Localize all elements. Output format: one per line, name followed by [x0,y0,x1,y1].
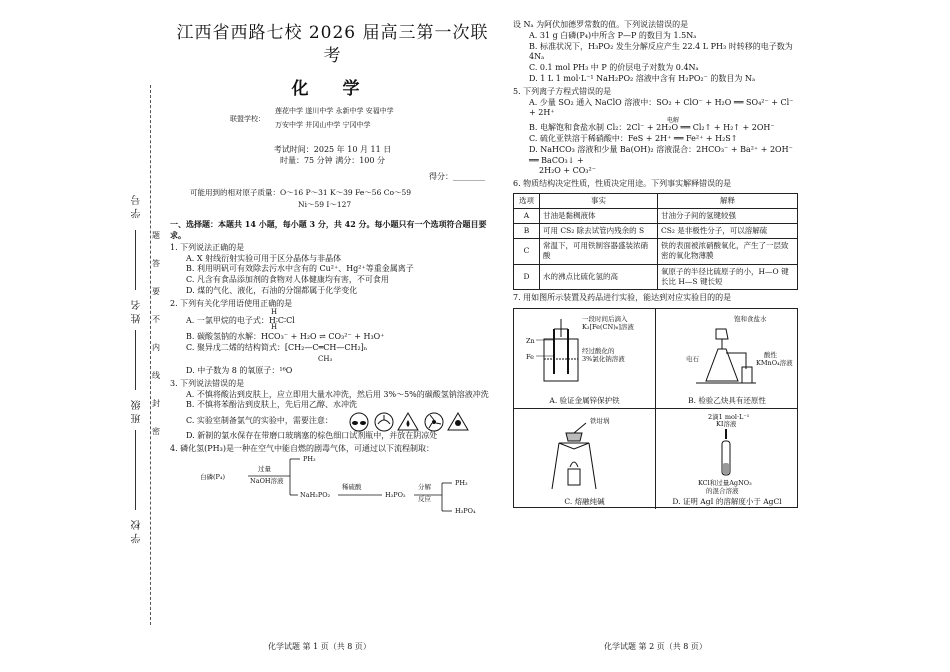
b-label-1: 饱和食盐水 [734,314,767,323]
header-explanation: 解释 [658,193,798,208]
q2-a-h-bottom: H [271,322,278,331]
row-fact: 常温下，可用铁制容器盛装浓硝酸 [540,239,658,264]
question-2 [170,299,495,377]
ventilation-icon [425,413,443,431]
exam-duration: 时量：75 分钟 满分：100 分 [279,155,386,165]
school-field: 学 校 [132,520,143,544]
a-label-4: 3%氯化钠溶液 [582,354,625,363]
q5-option-a: A. 少量 SO₂ 通入 NaClO 溶液中：SO₂ + ClO⁻ + H₂O ══ SO₄²⁻ + Cl⁻ + 2H⁺ [529,97,794,118]
seal-char: 内 [152,343,160,352]
q2-option-d: D. 中子数为 8 的氧原子：¹⁶O [186,365,293,375]
left-column [170,20,495,517]
flow-reaction: 反应 [418,494,431,503]
row-explanation: CS₂ 是非极性分子，可以溶解硫 [658,224,798,239]
header-fact: 事实 [540,193,658,208]
q2-option-a [186,307,495,333]
q6-table [513,193,798,290]
q7-stem: 7. 用如图所示装置及药品进行实验，能达到对应实验目的的是 [513,292,732,302]
class-line [135,330,136,390]
seal-char: 封 [152,399,160,408]
row-explanation: 甘油分子间的氢键较强 [658,209,798,224]
b-label-3: 酸性 [764,350,777,359]
atomic-masses-line2: Ni～59 I～127 [298,200,352,210]
row-label: A [514,209,540,224]
q1-option-b: B. 利用明矾可有效除去污水中含有的 Cu²⁺、Hg²⁺等重金属离子 [186,264,414,274]
section-1-heading: 一、选择题：本题共 14 小题，每小题 3 分，共 42 分。每小题只有一个选项符合题目要求。 [170,219,487,240]
q3-option-a: A. 不慎将酸沾到皮肤上，应立即用大量水冲洗，然后用 3%～5%的碳酸氢钠溶液冲洗 [186,389,489,399]
right-column [513,20,798,508]
page-1-footer: 化学试题 第 1 页（共 8 页） [268,642,371,651]
row-label: D [514,264,540,289]
q3-option-b: B. 不慎将苯酚沾到皮肤上，先后用乙醇、水冲洗 [186,400,357,410]
flow-naoh: NaOH溶液 [250,476,284,485]
atomic-masses [190,187,495,211]
table-row [514,239,798,264]
table-row [514,209,798,224]
schools-line1: 莲花中学 遂川中学 永新中学 安福中学 [275,106,394,115]
row-fact: 水的沸点比硫化氢的高 [540,264,658,289]
apparatus-b [656,309,798,409]
q2-a-h-top: H [271,307,278,316]
caption-b: B. 检验乙炔具有还原性 [688,395,766,405]
phosphine-flow-diagram [170,455,495,517]
row-explanation: 氧原子的半径比硫原子的小，H—O 键长比 H—S 键长短 [658,264,798,289]
question-6 [513,179,798,290]
flow-nah2po2: NaH₂PO₂ [300,490,331,499]
seal-char: 题 [152,231,160,240]
flow-ph3-product: PH₃ [455,478,468,487]
alliance-schools [170,107,495,137]
no-fire-icon [398,413,418,430]
test-tube-icon [656,409,798,509]
q5-b-condition: 电解 [667,117,680,125]
score-field: 得分：________ [429,172,485,182]
flow-h3po4: H₃PO₄ [455,506,476,515]
row-fact: 甘油是黏稠液体 [540,209,658,224]
q5-option-c: C. 硫化亚铁溶于稀硝酸中：FeS + 2H⁺ ══ Fe²⁺ + H₂S↑ [529,133,738,143]
apparatus-a [514,309,656,409]
q4-option-d: D. 1 L 1 mol·L⁻¹ NaH₂PO₂ 溶液中含有 H₂PO₂⁻ 的数目为 Nₐ [529,73,756,83]
flow-arrows [170,455,495,517]
schools-label: 联盟学校： [230,114,265,123]
q2-option-a-text: A. 一氯甲烷的电子式：H∶C∶Cl [186,315,295,325]
crucible-icon [514,409,656,509]
a-label-2: K₃[Fe(CN)₆]溶液 [582,322,634,331]
apparatus-c [514,409,656,509]
table-header-row [514,193,798,208]
flask-icon [656,309,798,409]
table-row [514,264,798,289]
q2-stem: 2. 下列有关化学用语使用正确的是 [170,298,293,308]
q3-option-c-text: C. 实验室制备氯气的实验中，需要注意： [186,416,333,426]
q5-option-d-cont: 2H₂O + CO₃²⁻ [539,166,596,176]
seal-char: 密 [152,427,160,436]
hand-wash-icon [375,413,393,431]
a-zn: Zn [526,336,535,345]
seal-char: 要 [152,287,160,296]
d-label-3: KCl和过量AgNO₃ [698,478,752,487]
caption-d: D. 证明 AgI 的溶解度小于 AgCl [672,496,782,506]
c-label-1: 铁坩埚 [590,416,610,425]
school-line [135,430,136,510]
q3-stem: 3. 下列说法错误的是 [170,378,245,388]
header-option: 选项 [514,193,540,208]
exam-time: 考试时间：2025 年 10 月 11 日 [273,144,392,154]
subject-title: 化 学 [291,78,374,99]
name-field: 姓 名 [132,300,143,324]
seal-char: 不 [152,315,160,324]
schools-line2: 万安中学 井冈山中学 宁冈中学 [275,120,371,129]
d-label-4: 的混合溶液 [706,486,739,495]
flow-dilute-acid: 稀硫酸 [342,482,362,491]
binding-margin [110,0,150,672]
caption-a: A. 验证金属锌保护铁 [549,395,620,405]
toxic-icon [448,413,468,430]
q5-option-d: D. NaHCO₃ 溶液和少量 Ba(OH)₂ 溶液混合：2HCO₃⁻ + Ba²⁺ + 2OH⁻ ══ BaCO₃↓ + [529,144,793,165]
b-label-2: 电石 [686,354,699,363]
flow-h3po2: H₃PO₂ [385,490,406,499]
question-3 [170,379,495,442]
q3-option-d: D. 新制的氯水保存在带磨口玻璃塞的棕色细口试剂瓶中，并放在阴凉处 [186,431,438,441]
beaker-icon [514,309,656,409]
class-field: 班 级 [132,400,143,424]
a-label-3: 经过酸化的 [582,346,615,355]
q4-sub-intro: 设 Nₐ 为阿伏加德罗常数的值。下列说法错误的是 [513,20,689,29]
apparatus-d [656,409,798,509]
q5-option-b-text: B. 电解饱和食盐水制 Cl₂：2Cl⁻ + 2H₂O ══ Cl₂↑ + H₂↑ + 2OH⁻ [529,123,775,133]
d-label-2: KI溶液 [716,419,737,428]
q2-c-methyl: CH₃ [318,355,333,364]
q4-option-b: B. 标准状况下，H₃PO₂ 发生分解反应产生 22.4 L PH₃ 时转移的电子数为 4Nₐ [529,41,793,62]
exam-no-field: 学 号 [132,195,143,219]
atomic-masses-line1: 可能用到的相对原子质量：O～16 P～31 K～39 Fe～56 Co～59 [190,188,412,198]
page-2-footer: 化学试题 第 2 页（共 8 页） [604,642,707,651]
question-7 [513,293,798,508]
q1-stem: 1. 下列说法正确的是 [170,242,245,252]
flow-decompose: 分解 [418,482,431,491]
row-fact: 可用 CS₂ 除去试管内残余的 S [540,224,658,239]
row-explanation: 铁的表面被浓硝酸氧化，产生了一层致密的氧化物薄膜 [658,239,798,264]
safety-pictograms [348,411,478,433]
flow-white-p: 白磷(P₄) [200,472,226,481]
seal-char: 答 [152,259,160,268]
question-4 [170,444,495,517]
q2-option-c-text: C. 聚异戊二烯的结构简式：[CH₂—C═CH—CH₂]ₙ [186,343,368,353]
seal-line [150,85,151,625]
name-line [135,230,136,290]
q4-option-c: C. 0.1 mol PH₃ 中 P 的价层电子对数为 0.4Nₐ [529,63,699,73]
d-label-1: 2滴1 mol·L⁻¹ [708,412,750,421]
q3-option-c [186,411,495,431]
q7-apparatus-grid [513,308,798,508]
q5-option-b [529,119,798,134]
q5-stem: 5. 下列离子方程式错误的是 [513,86,612,96]
q1-option-a: A. X 射线衍射实验可用于区分晶体与非晶体 [186,253,342,263]
q4-option-a: A. 31 g 白磷(P₄)中所含 P—P 的数目为 1.5Nₐ [529,30,697,40]
table-row [514,224,798,239]
b-label-4: KMnO₄溶液 [756,358,793,367]
flow-ph3: PH₃ [303,454,316,463]
flow-excess: 过量 [258,464,271,473]
q2-option-c [186,343,495,366]
q6-stem: 6. 物质结构决定性质，性质决定用途。下列事实解释错误的是 [513,179,732,189]
question-5 [513,87,798,177]
row-label: B [514,224,540,239]
q2-option-b: B. 碳酸氢钠的水解：HCO₃⁻ + H₂O ⇌ CO₃²⁻ + H₃O⁺ [186,332,385,342]
row-label: C [514,239,540,264]
q1-option-c: C. 凡含有食品添加剂的食物对人体健康均有害，不可食用 [186,275,389,285]
exam-title: 江西省西路七校 2026 届高三第一次联考 [176,23,489,66]
q1-option-d: D. 煤的气化、液化，石油的分馏都属于化学变化 [186,285,358,295]
q4-stem: 4. 磷化氢(PH₃)是一种在空气中能自燃的剧毒气体，可通过以下流程制取： [170,443,434,453]
a-fe: Fe [526,352,535,361]
a-label-1: 一段时间后滴入 [582,314,628,323]
seal-char: 线 [152,371,160,380]
goggles-icon [350,413,368,431]
question-1 [170,243,495,297]
caption-c: C. 熔融纯碱 [564,496,605,506]
